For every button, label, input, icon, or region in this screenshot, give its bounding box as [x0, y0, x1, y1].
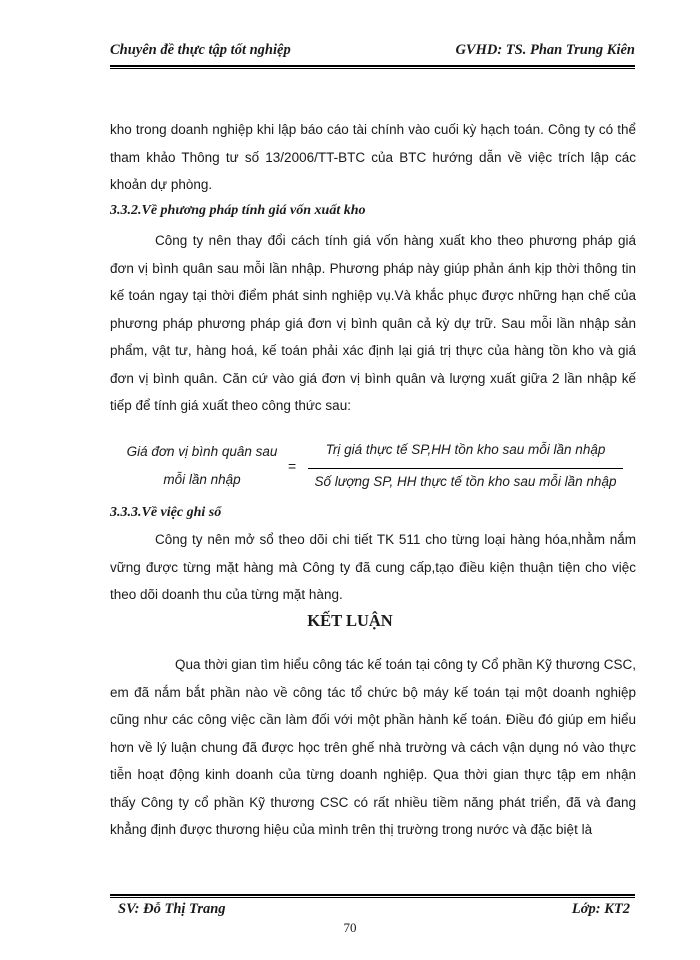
footer-rule [110, 894, 635, 896]
page-header [110, 42, 635, 64]
formula-fraction-bar [308, 468, 623, 469]
conclusion-title: KẾT LUẬN [307, 611, 393, 630]
formula-numerator: Trị giá thực tế SP,HH tồn kho sau mỗi lần nhập [325, 442, 606, 457]
formula-left-line1: Giá đơn vị bình quân sau [126, 444, 278, 459]
formula-denominator: Số lượng SP, HH thực tế tồn kho sau mỗi lần nhập [314, 474, 617, 489]
formula-left-line2: mỗi lần nhập [163, 472, 241, 487]
conclusion-body: Qua thời gian tìm hiểu công tác kế toán tại công ty Cổ phần Kỹ thương CSC, em đã nắm bắt phần nào về công tác tổ chức bộ máy kế toán tại một doanh nghiệp cũng như các công việc cần làm đối với một phần hành kế toán. Điều đó giúp em hiểu hơn về lý luận chung đã được học trên ghế nhà trường và cách vận dụng nó vào thực tiễn hoạt động kinh doanh của từng doanh nghiệp. Qua thời gian thực tập em nhận thấy Công ty cổ phần Kỹ thương CSC có rất nhiều tiềm năng phát triển, đã và đang khẳng định được thương hiệu của mình trên thị trường trong nước và đặc biệt là [110, 657, 636, 837]
page-number: 70 [343, 920, 357, 935]
section-heading-3-3-3: 3.3.3.Về việc ghi sổ [110, 505, 222, 520]
section-heading-3-3-2: 3.3.2.Về phương pháp tính giá vốn xuất kho [110, 203, 366, 218]
formula-equals: = [288, 458, 297, 474]
section-3-3-3-body: Công ty nên mở sổ theo dõi chi tiết TK 511 cho từng loại hàng hóa,nhằm nắm vững được từng mặt hàng mà Công ty đã cung cấp,tạo điều kiện thuận tiện cho việc theo dõi doanh thu của từng mặt hàng. [110, 532, 636, 602]
header-rule-thin [110, 68, 635, 69]
intro-paragraph: kho trong doanh nghiệp khi lập báo cáo tài chính vào cuối kỳ hạch toán. Công ty có thể tham khảo Thông tư số 13/2006/TT-BTC của BTC hướng dẫn về việc trích lập các khoản dự phòng. [110, 122, 636, 192]
footer-rule-thin [110, 897, 635, 898]
header-rule [110, 65, 635, 67]
footer-class: Lớp: KT2 [571, 901, 630, 917]
section-3-3-2-body: Công ty nên thay đổi cách tính giá vốn hàng xuất kho theo phương pháp giá đơn vị bình quân sau mỗi lần nhập. Phương pháp này giúp phản ánh kịp thời thông tin kế toán ngay tại thời điểm phát sinh nghiệp vụ.Và khắc phục được những hạn chế của phương pháp phương pháp giá đơn vị bình quân cả kỳ dự trữ. Sau mỗi lần nhập sản phẩm, vật tư, hàng hoá, kế toán phải xác định lại giá trị thực của hàng tồn kho và giá đơn vị bình quân. Căn cứ vào giá đơn vị bình quân và lượng xuất giữa 2 lần nhập kế tiếp để tính giá xuất theo công thức sau: [110, 233, 636, 413]
header-advisor: GVHD: TS. Phan Trung Kiên [455, 42, 635, 58]
header-title: Chuyên đề thực tập tốt nghiệp [110, 42, 291, 58]
footer-student: SV: Đỗ Thị Trang [118, 901, 226, 917]
